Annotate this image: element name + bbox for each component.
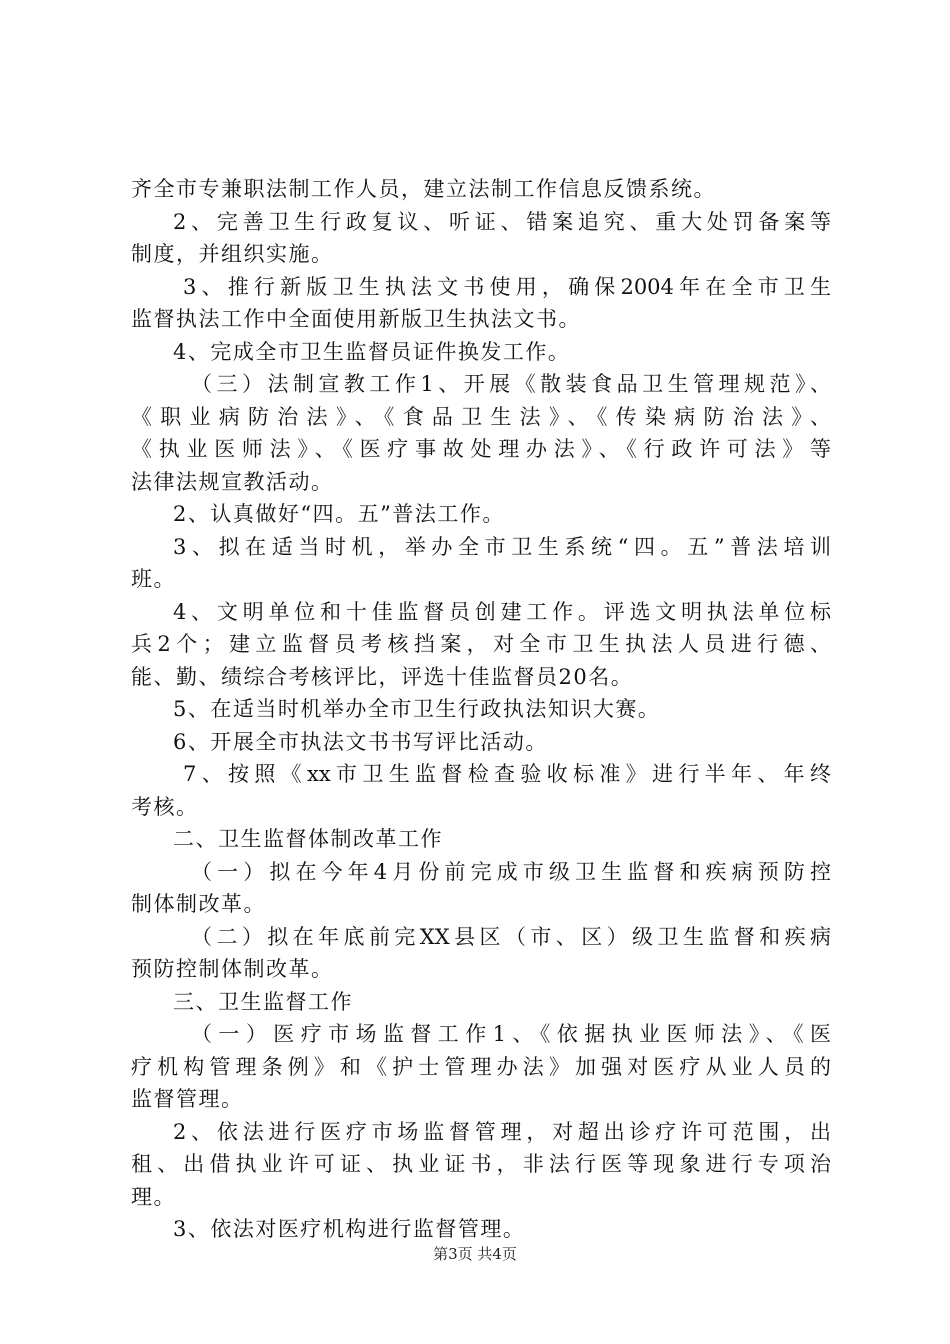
text-line: 5、在适当时机举办全市卫生行政执法知识大赛。 [173, 697, 661, 721]
text-line: 能、勤、绩综合考核评比，评选十佳监督员20名。 [131, 664, 634, 689]
text-line: （二）拟在年底前完XX县区（市、区）级卫生监督和疾病 [191, 924, 831, 949]
text-line: 4、文明单位和十佳监督员创建工作。评选文明执法单位标 [173, 599, 831, 624]
text-line: 7、按照《xx市卫生监督检查验收标准》进行半年、年终 [183, 762, 831, 786]
text-line: 4、完成全市卫生监督员证件换发工作。 [173, 339, 571, 364]
section-heading: 二、卫生监督体制改革工作 [173, 827, 443, 851]
text-line: 班。 [131, 567, 176, 591]
text-line: 疗机构管理条例》和《护士管理办法》加强对医疗从业人员的 [131, 1054, 831, 1079]
text-line: 兵2个；建立监督员考核挡案，对全市卫生执法人员进行德、 [131, 632, 831, 656]
text-line: 租、出借执业许可证、执业证书，非法行医等现象进行专项治 [131, 1152, 831, 1176]
text-line: 3、依法对医疗机构进行监督管理。 [173, 1217, 526, 1241]
text-line: （一）拟在今年4月份前完成市级卫生监督和疾病预防控 [191, 859, 831, 884]
text-line: （三）法制宣教工作1、开展《散装食品卫生管理规范》、 [191, 372, 831, 396]
text-line: 2、认真做好“四。五”普法工作。 [173, 502, 505, 526]
section-heading: 三、卫生监督工作 [173, 989, 353, 1014]
text-line: 3、推行新版卫生执法文书使用，确保2004年在全市卫生 [183, 274, 831, 299]
text-line: 监督管理。 [131, 1087, 244, 1111]
text-line: 齐全市专兼职法制工作人员，建立法制工作信息反馈系统。 [131, 177, 716, 201]
text-line: 制体制改革。 [131, 892, 266, 916]
text-line: 2、依法进行医疗市场监督管理，对超出诊疗许可范围，出 [173, 1119, 831, 1144]
text-line: 预防控制体制改革。 [131, 957, 334, 981]
text-line: 2、完善卫生行政复议、听证、错案追究、重大处罚备案等 [173, 209, 831, 234]
text-line: 制度，并组织实施。 [131, 242, 334, 266]
text-line: 法律法规宣教活动。 [131, 469, 334, 494]
page-number-footer: 第3页 共4页 [433, 1245, 517, 1263]
text-line: 6、开展全市执法文书书写评比活动。 [173, 729, 548, 754]
text-line: 监督执法工作中全面使用新版卫生执法文书。 [131, 307, 581, 331]
text-line: 理。 [131, 1184, 176, 1209]
text-line: 《职业病防治法》、《食品卫生法》、《传染病防治法》、 [131, 404, 831, 429]
document-body [131, 173, 831, 1246]
text-line: 3、拟在适当时机，举办全市卫生系统“四。五”普法培训 [173, 534, 831, 559]
text-line: （一）医疗市场监督工作1、《依据执业医师法》、《医 [191, 1022, 831, 1046]
text-line: 考核。 [131, 794, 199, 819]
text-line: 《执业医师法》、《医疗事故处理办法》、《行政许可法》等 [131, 437, 831, 461]
